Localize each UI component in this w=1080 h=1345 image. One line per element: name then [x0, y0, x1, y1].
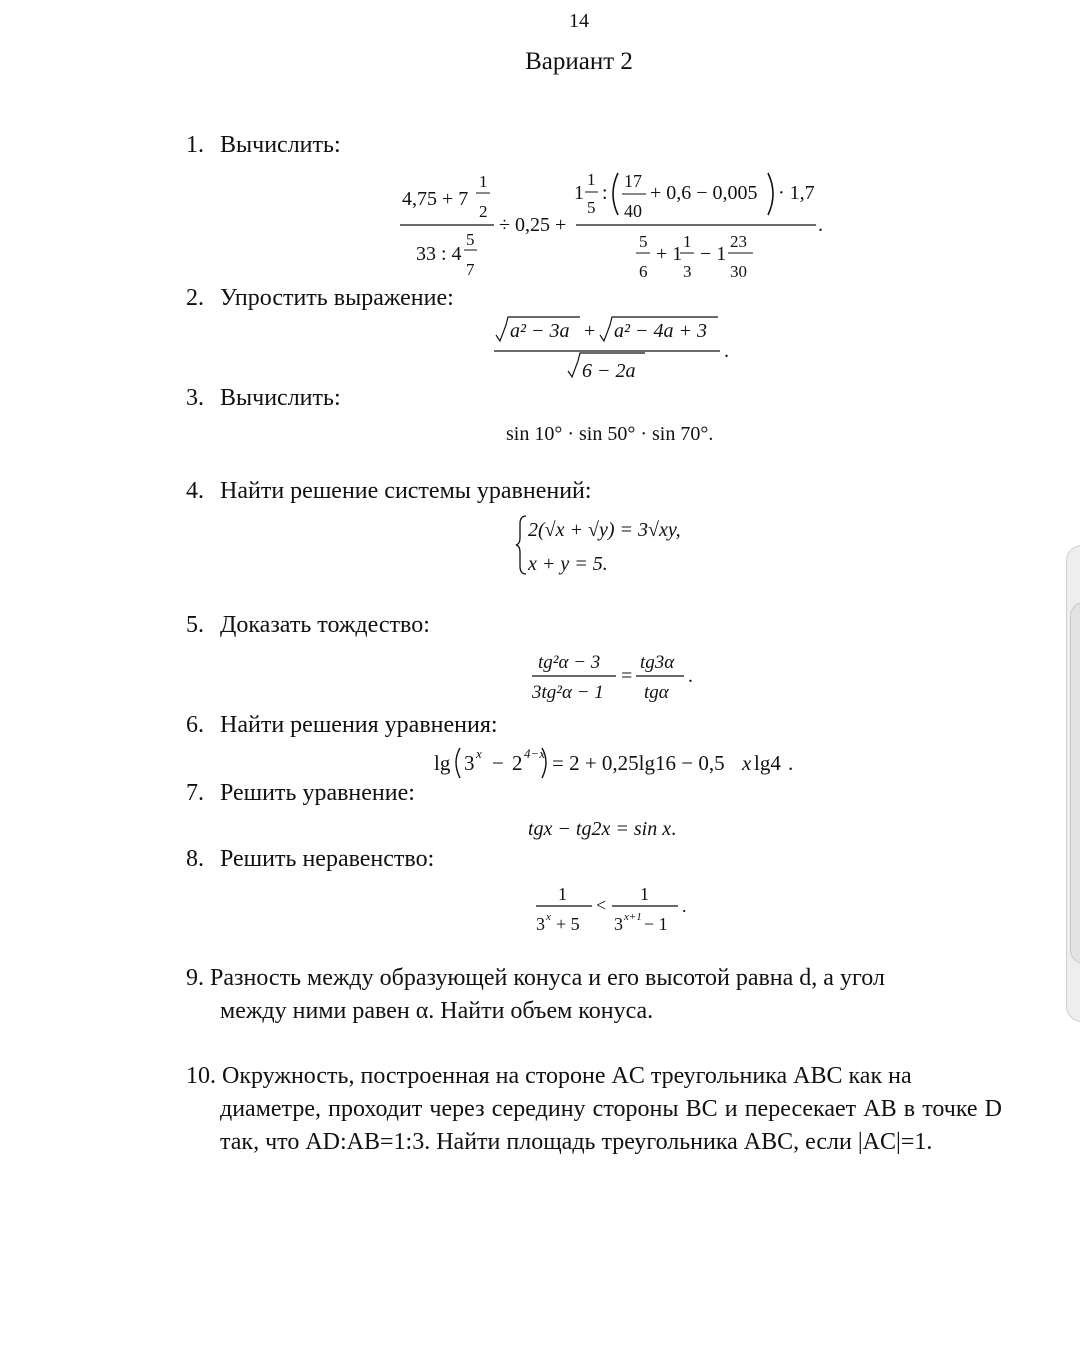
f8-lhs-den-base: 3: [536, 914, 545, 934]
f7-expr: tgx − tg2x = sin x: [528, 818, 672, 840]
f1-den-b-n3: 23: [730, 232, 747, 251]
problem-7-number: 7.: [186, 780, 204, 806]
f6-rest: = 2 + 0,25lg16 − 0,5: [552, 751, 725, 775]
problem-4-text: Найти решение системы уравнений:: [220, 478, 592, 504]
f8-end: .: [682, 896, 687, 916]
f6-exp-4x: 4−x: [524, 746, 546, 761]
f4-line2: x + y = 5.: [528, 553, 608, 575]
f8-rhs-den-base: 3: [614, 914, 623, 934]
formula-2: [490, 315, 740, 385]
problem-7-text: Решить уравнение:: [220, 780, 415, 806]
problem-2-text: Упростить выражение:: [220, 285, 454, 311]
problem-9-text-first: Разность между образующей конуса и его высотой равна d, а угол: [210, 965, 885, 991]
f5-lhs-num: tg²α − 3: [538, 652, 601, 673]
f1-den-b-plus: + 1: [656, 243, 683, 265]
side-panel-handle-inner[interactable]: [1070, 602, 1080, 964]
f6-base2: 2: [512, 751, 523, 775]
f6-lg: lg: [434, 751, 451, 775]
f1-num-b-frac-n: 1: [587, 170, 596, 189]
f1-mult: · 1,7: [778, 182, 815, 204]
f2-numerator-1: a² − 3a: [510, 320, 570, 342]
f5-eq: =: [621, 665, 633, 687]
f1-num-a-frac-n: 1: [479, 172, 488, 191]
problem-8-text: Решить неравенство:: [220, 846, 435, 872]
f7-end: .: [671, 818, 677, 840]
f3-expr: sin 10° · sin 50° · sin 70°: [506, 423, 709, 445]
f8-lhs-num: 1: [558, 884, 567, 904]
formula-6: [432, 742, 802, 782]
f2-numerator-2: a² − 4a + 3: [614, 320, 707, 342]
problem-3-text: Вычислить:: [220, 385, 341, 411]
formula-6-svg: [432, 742, 802, 782]
f8-rhs-num: 1: [640, 884, 649, 904]
f1-den-b-d3: 30: [730, 262, 747, 281]
problem-1-text: Вычислить:: [220, 132, 341, 158]
f1-den-b-d1: 6: [639, 262, 648, 281]
formula-4-svg: [516, 510, 716, 580]
f1-mid: ÷ 0,25 +: [499, 214, 567, 236]
f1-paren-n: 17: [624, 171, 642, 191]
f6-exp-x: x: [476, 746, 482, 761]
problem-1-number: 1.: [186, 132, 204, 158]
f1-den-a: 33 : 4: [416, 243, 462, 265]
f1-den-a-frac-d: 7: [466, 260, 475, 279]
problem-9-text-rest: между ними равен α. Найти объем конуса.: [220, 998, 654, 1024]
f3-end: .: [708, 423, 714, 445]
f8-lhs-den-exp: x: [546, 911, 551, 923]
f4-line1: 2(√x + √y) = 3√xy,: [528, 519, 681, 541]
f2-denominator: 6 − 2a: [582, 360, 636, 382]
formula-2-svg: [490, 315, 740, 385]
formula-5: [528, 648, 708, 708]
f1-num-b-whole: 1: [574, 182, 584, 204]
page-number: 14: [569, 10, 589, 32]
f1-den-b-n1: 5: [639, 232, 648, 251]
f1-paren-rest: + 0,6 − 0,005: [650, 182, 758, 204]
formula-8-svg: [532, 880, 702, 940]
problem-8-number: 8.: [186, 846, 204, 872]
f1-num-b-colon: :: [602, 182, 608, 204]
f1-den-a-frac-n: 5: [466, 230, 475, 249]
f1-num-a: 4,75 + 7: [402, 188, 469, 210]
problem-9: [186, 962, 1002, 1028]
problem-9-number: 9.: [186, 965, 204, 991]
f8-lt: <: [596, 895, 607, 915]
f6-tail: lg4: [754, 751, 781, 775]
problem-10: [186, 1060, 1002, 1159]
variant-title: Вариант 2: [525, 48, 633, 75]
f1-num-b-frac-d: 5: [587, 198, 596, 217]
problem-6-text: Найти решения уравнения:: [220, 712, 498, 738]
formula-3: [506, 423, 713, 446]
problem-10-text-rest: диаметре, проходит через середину стороны BC и пересекает AB в точке D так, что AD:AB=1:3. Найти площадь треугольника ABC, если |AC|=1.: [220, 1096, 1002, 1155]
problem-3-number: 3.: [186, 385, 204, 411]
f2-end: .: [724, 340, 729, 362]
f6-minus: −: [492, 751, 504, 775]
f8-rhs-den-rest: − 1: [644, 914, 668, 934]
formula-4: [516, 510, 716, 580]
f6-base3: 3: [464, 751, 475, 775]
f1-den-b-n2: 1: [683, 232, 692, 251]
formula-5-svg: [528, 648, 708, 708]
f1-den-b-d2: 3: [683, 262, 692, 281]
f1-paren-d: 40: [624, 201, 642, 221]
f5-rhs-num: tg3α: [640, 652, 675, 673]
formula-1: [380, 165, 840, 285]
f1-end: .: [818, 214, 823, 236]
f8-lhs-den-rest: + 5: [556, 914, 580, 934]
problem-6-number: 6.: [186, 712, 204, 738]
problem-10-text-first: Окружность, построенная на стороне AC треугольника ABC как на: [222, 1063, 912, 1089]
problem-10-number: 10.: [186, 1063, 216, 1089]
f1-num-a-frac-d: 2: [479, 202, 488, 221]
formula-7: [528, 818, 676, 841]
problem-2-number: 2.: [186, 285, 204, 311]
f2-plus: +: [584, 320, 596, 342]
formula-8: [532, 880, 702, 940]
f5-lhs-den: 3tg²α − 1: [532, 682, 604, 703]
problem-5-number: 5.: [186, 612, 204, 638]
formula-1-svg: [380, 165, 840, 285]
f5-rhs-den: tgα: [644, 682, 669, 703]
problem-4-number: 4.: [186, 478, 204, 504]
f5-end: .: [688, 665, 693, 687]
problem-5-text: Доказать тождество:: [220, 612, 430, 638]
f6-x: x: [742, 751, 752, 775]
f8-rhs-den-exp: x+1: [624, 911, 642, 923]
f1-den-b-minus: − 1: [700, 243, 727, 265]
f6-end: .: [788, 751, 794, 775]
